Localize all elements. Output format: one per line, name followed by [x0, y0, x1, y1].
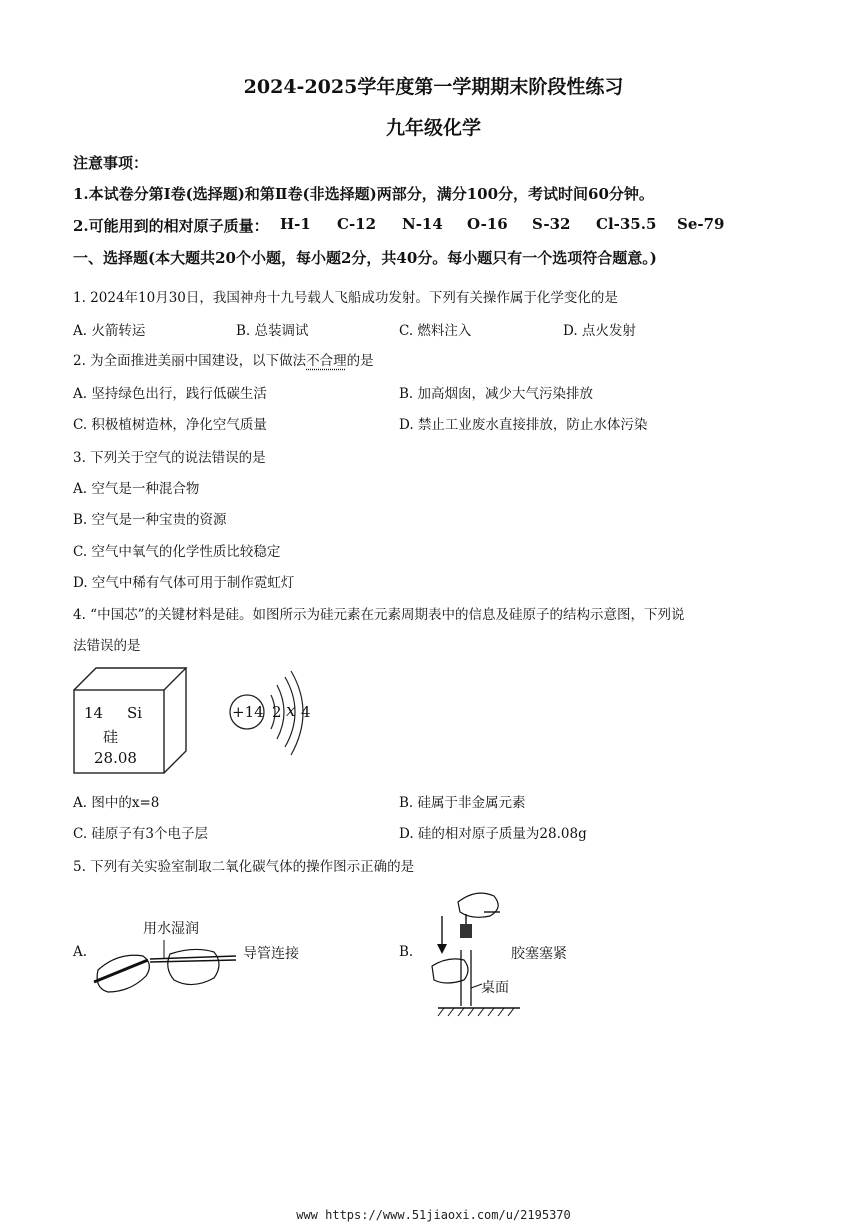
element-mass: 28.08 — [94, 749, 137, 767]
mass-c: C-12 — [337, 215, 377, 233]
question-1-option-b: B. 总装调试 — [236, 323, 309, 339]
question-3-stem: 3. 下列关于空气的说法错误的是 — [73, 450, 266, 466]
notice-line-2 — [73, 215, 269, 236]
question-5-stem: 5. 下列有关实验室制取二氧化碳气体的操作图示正确的是 — [73, 859, 415, 875]
mass-o: O-16 — [467, 215, 508, 233]
shell-2-electrons: x — [286, 701, 296, 721]
question-3-option-c: C. 空气中氧气的化学性质比较稳定 — [73, 544, 281, 560]
holding-hand — [432, 959, 468, 983]
mass-s: S-32 — [532, 215, 571, 233]
glass-tube-edge — [150, 960, 236, 962]
question-3-option-b: B. 空气是一种宝贵的资源 — [73, 512, 227, 528]
mass-h: H-1 — [280, 215, 311, 233]
left-hand — [97, 955, 149, 992]
question-2-stem-after: 的是 — [346, 353, 374, 369]
question-2-stem-before: 2. 为全面推进美丽中国建设，以下做法 — [73, 353, 307, 369]
question-4-option-c: C. 硅原子有3个电子层 — [73, 826, 209, 842]
question-1-option-a: A. 火箭转运 — [73, 323, 146, 339]
question-2-stem-emphasis: 不合理 — [306, 353, 347, 369]
question-3-option-a: A. 空气是一种混合物 — [73, 481, 200, 497]
question-1-option-c: C. 燃料注入 — [399, 323, 472, 339]
page-subtitle: 九年级化学 — [385, 117, 481, 139]
option-a-hands-figure — [88, 930, 243, 1000]
shell-3-electrons: 4 — [301, 703, 311, 721]
mass-n: N-14 — [402, 215, 443, 233]
question-2-option-d: D. 禁止工业废水直接排放，防止水体污染 — [399, 417, 648, 433]
question-4-stem-line-2: 法错误的是 — [73, 638, 141, 654]
option-a-label-side: 导管连接 — [243, 946, 299, 962]
top-hand — [458, 893, 498, 917]
question-5-option-b-letter: B. — [399, 944, 414, 960]
element-name: 硅 — [103, 728, 119, 746]
footer-url[interactable]: www https://www.51jiaoxi.com/u/2195370 — [296, 1208, 571, 1222]
question-4-option-b: B. 硅属于非金属元素 — [399, 795, 526, 811]
mass-cl: Cl-35.5 — [596, 215, 657, 233]
rubber-stopper — [460, 924, 472, 938]
question-3-option-d: D. 空气中稀有气体可用于制作霓虹灯 — [73, 575, 295, 591]
cube-side-face — [164, 668, 186, 773]
question-5-option-a-letter: A. — [73, 944, 88, 960]
rubber-tube — [94, 960, 148, 982]
shell-1-electrons: 2 — [272, 703, 282, 721]
section-1-heading: 一、选择题(本大题共20个小题，每小题2分，共40分。每小题只有一个选项符合题意。) — [73, 249, 657, 267]
question-1-stem: 1. 2024年10月30日，我国神舟十九号载人飞船成功发射。下列有关操作属于化学变化的是 — [73, 290, 618, 306]
question-2-stem — [73, 349, 374, 369]
element-symbol: Si — [127, 704, 143, 722]
question-2-option-c: C. 积极植树造林，净化空气质量 — [73, 417, 267, 433]
option-b-label-bottom: 桌面 — [481, 980, 509, 996]
cube-top-face — [74, 668, 186, 690]
right-hand — [168, 949, 219, 984]
question-2-option-b: B. 加高烟囱，减少大气污染排放 — [399, 386, 594, 402]
desk-hatching — [438, 1008, 514, 1016]
question-4-option-d: D. 硅的相对原子质量为28.08g — [399, 826, 587, 842]
element-atomic-number: 14 — [84, 704, 104, 722]
question-4-option-a: A. 图中的x=8 — [73, 795, 160, 811]
page-title: 2024-2025学年度第一学期期末阶段性练习 — [243, 76, 624, 98]
notice-line-1: 1.本试卷分第Ⅰ卷(选择题)和第Ⅱ卷(非选择题)两部分，满分100分，考试时间60分钟。 — [73, 185, 654, 203]
option-b-test-tube-figure — [420, 888, 535, 1023]
option-b-label-side: 胶塞塞紧 — [511, 946, 567, 962]
notice-heading: 注意事项： — [73, 154, 149, 172]
option-a-label-top: 用水湿润 — [143, 921, 199, 937]
glass-tube — [150, 956, 236, 959]
notice-line-2-prefix: 2.可能用到的相对原子质量： — [73, 217, 269, 235]
question-4-stem-line-1: 4. “中国芯”的关键材料是硅。如图所示为硅元素在元素周期表中的信息及硅原子的结构示意图，下列说 — [73, 607, 685, 623]
desk-label-leader — [471, 984, 482, 988]
nucleus-charge: +14 — [232, 703, 264, 721]
question-2-option-a: A. 坚持绿色出行，践行低碳生活 — [73, 386, 267, 402]
push-arrow-head — [437, 944, 447, 954]
question-1-option-d: D. 点火发射 — [563, 323, 636, 339]
mass-se: Se-79 — [677, 215, 725, 233]
